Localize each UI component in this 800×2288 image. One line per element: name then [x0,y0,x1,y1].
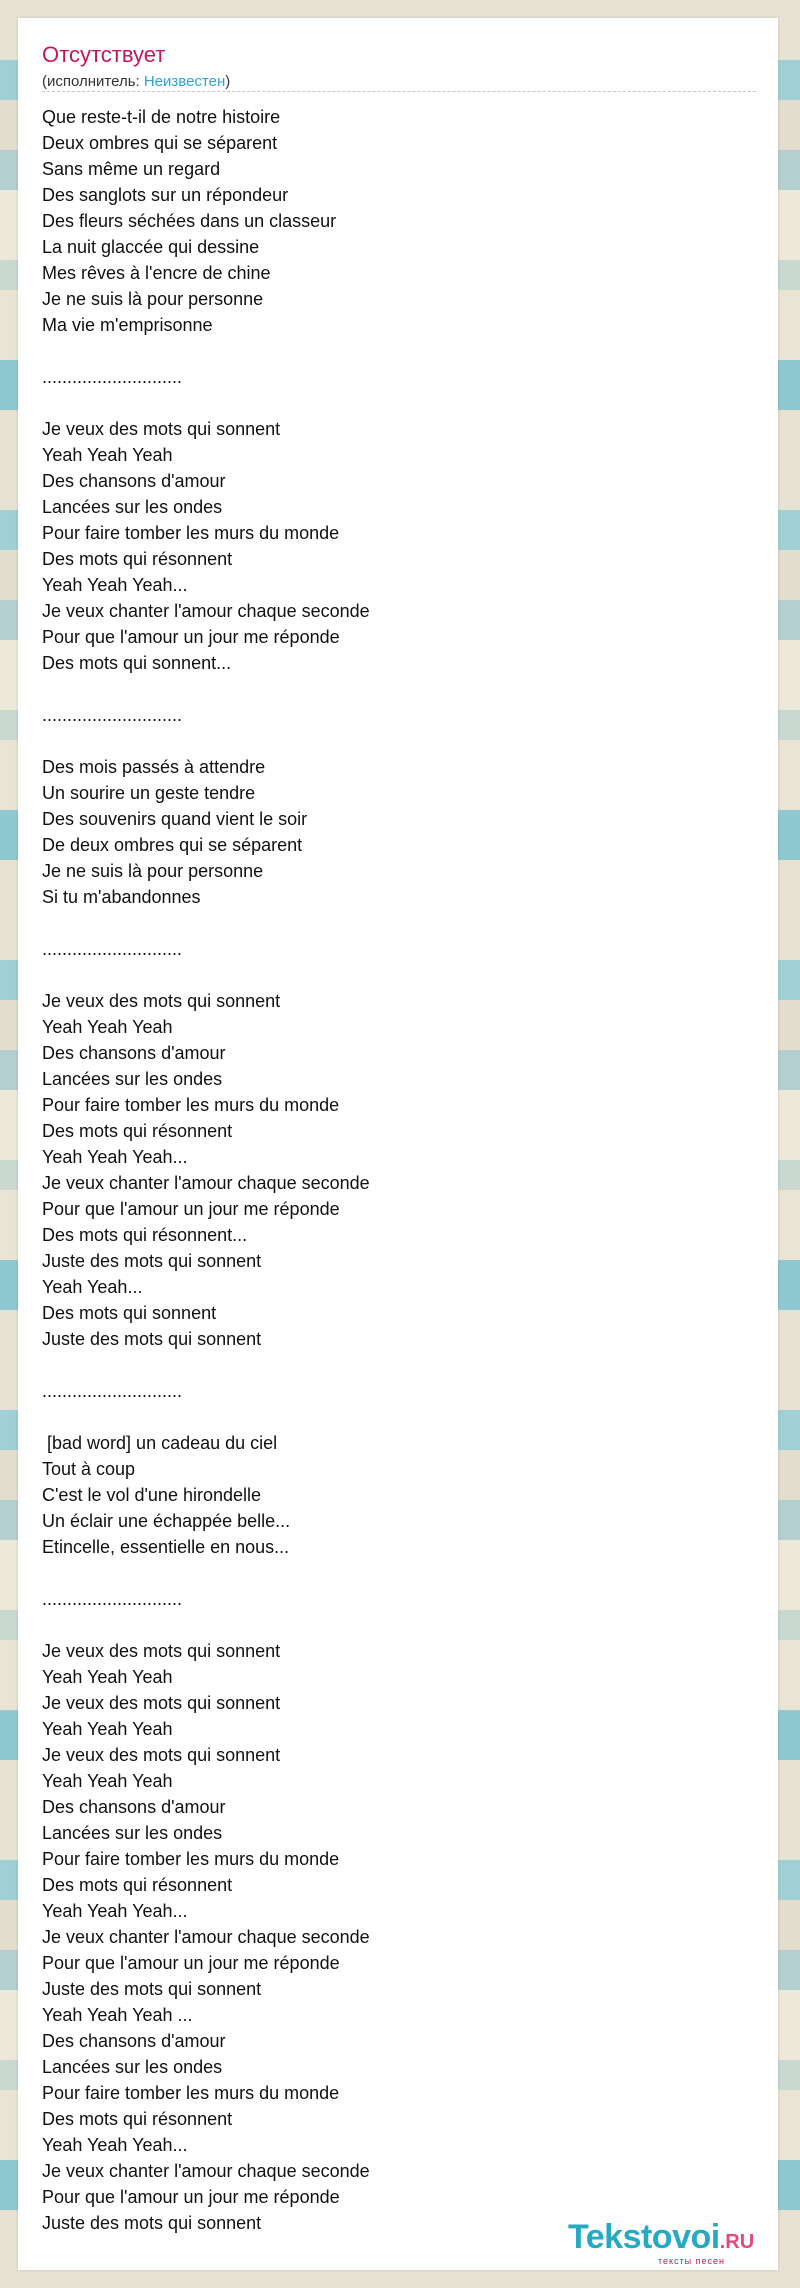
lyric-line [42,962,742,988]
lyric-line [42,910,742,936]
site-logo[interactable] [568,2218,778,2266]
lyric-line: Juste des mots qui sonnent [42,1329,262,1349]
lyric-line: Pour faire tomber les murs du monde [42,2083,340,2103]
lyric-line [42,1352,742,1378]
lyric-line: Yeah Yeah Yeah... [42,1147,188,1167]
lyric-line: Des chansons d'amour [42,471,226,491]
lyric-line: Tout à coup [42,1459,136,1479]
lyric-line: Juste des mots qui sonnent [42,2213,262,2233]
lyric-line: Yeah Yeah Yeah [42,1017,173,1037]
lyric-line: Des fleurs séchées dans un classeur [42,211,337,231]
lyric-line: ............................ [42,939,183,959]
lyric-line: Je veux des mots qui sonnent [42,1693,281,1713]
lyric-line: Yeah Yeah Yeah [42,1719,173,1739]
lyric-line [42,728,742,754]
lyric-line: Des chansons d'amour [42,1043,226,1063]
lyric-line: Yeah Yeah Yeah [42,1667,173,1687]
lyric-line: Des chansons d'amour [42,1797,226,1817]
title-divider [42,91,756,92]
lyric-line: Juste des mots qui sonnent [42,1251,262,1271]
lyric-line: Pour que l'amour un jour me réponde [42,1199,340,1219]
lyric-line: Pour faire tomber les murs du monde [42,1095,340,1115]
lyric-line: De deux ombres qui se séparent [42,835,303,855]
lyric-line: Ma vie m'emprisonne [42,315,213,335]
artist-link[interactable]: Неизвестен [143,73,226,90]
lyric-line: Pour que l'amour un jour me réponde [42,627,340,647]
lyric-line: Yeah Yeah Yeah ... [42,2005,193,2025]
lyrics-body [42,104,742,2236]
lyric-line: Pour faire tomber les murs du monde [42,1849,340,1869]
lyric-line: Des sanglots sur un répondeur [42,185,289,205]
lyric-line [42,1560,742,1586]
lyric-line: Je ne suis là pour personne [42,289,264,309]
lyric-line: Yeah Yeah Yeah [42,445,173,465]
song-title: Отсутствует [42,42,166,67]
lyric-line: Deux ombres qui se séparent [42,133,278,153]
lyric-line: Yeah Yeah Yeah... [42,1901,188,1921]
lyric-line [42,390,742,416]
lyric-line: C'est le vol d'une hirondelle [42,1485,262,1505]
lyric-line: Je veux chanter l'amour chaque seconde [42,2161,370,2181]
lyric-line: Des mots qui résonnent [42,549,233,569]
lyric-line: Juste des mots qui sonnent [42,1979,262,1999]
lyric-line: Que reste-t-il de notre histoire [42,107,281,127]
lyric-line: Yeah Yeah Yeah... [42,2135,188,2155]
lyric-line: Des souvenirs quand vient le soir [42,809,308,829]
logo-tld: .RU [719,2231,755,2253]
lyric-line: Etincelle, essentielle en nous... [42,1537,290,1557]
lyric-line: Pour que l'amour un jour me réponde [42,1953,340,1973]
lyric-line: Je veux des mots qui sonnent [42,991,281,1011]
lyric-line: Je veux chanter l'amour chaque seconde [42,601,370,621]
lyric-line: Lancées sur les ondes [42,497,223,517]
lyric-line: Lancées sur les ondes [42,1069,223,1089]
lyric-line: Des chansons d'amour [42,2031,226,2051]
lyric-line: Yeah Yeah Yeah [42,1771,173,1791]
lyric-line: [bad word] un cadeau du ciel [42,1433,278,1453]
lyric-line: Pour que l'amour un jour me réponde [42,2187,340,2207]
lyric-line: Je veux des mots qui sonnent [42,1641,281,1661]
lyric-line [42,1404,742,1430]
lyric-line: ............................ [42,705,183,725]
lyric-line: Yeah Yeah Yeah... [42,575,188,595]
artist-prefix: (исполнитель: [42,73,144,90]
lyric-line: Je veux chanter l'amour chaque seconde [42,1927,370,1947]
lyric-line: Des mots qui sonnent... [42,653,232,673]
lyric-line: Lancées sur les ondes [42,2057,223,2077]
lyric-line: Lancées sur les ondes [42,1823,223,1843]
lyric-line [42,676,742,702]
lyric-line: ............................ [42,367,183,387]
lyric-line: ............................ [42,1589,183,1609]
logo-tagline: тексты песен [658,2256,726,2266]
lyric-line: La nuit glaccée qui dessine [42,237,260,257]
lyric-line: Je veux chanter l'amour chaque seconde [42,1173,370,1193]
lyric-line: Je veux des mots qui sonnent [42,419,281,439]
lyric-line: Des mots qui résonnent [42,1121,233,1141]
lyric-line: Si tu m'abandonnes [42,887,201,907]
artist-line [42,73,230,90]
lyric-line [42,1612,742,1638]
artist-suffix: ) [225,73,231,90]
logo-name: Tekstovoi [568,2218,720,2256]
lyric-line: Un éclair une échappée belle... [42,1511,291,1531]
lyric-line: Des mots qui résonnent [42,2109,233,2129]
lyric-line: Yeah Yeah... [42,1277,143,1297]
lyric-line: Des mois passés à attendre [42,757,266,777]
lyric-line: Pour faire tomber les murs du monde [42,523,340,543]
lyric-line: Des mots qui résonnent... [42,1225,248,1245]
lyric-line: Un sourire un geste tendre [42,783,256,803]
lyric-line: Des mots qui résonnent [42,1875,233,1895]
lyric-line: Des mots qui sonnent [42,1303,217,1323]
lyric-line: Mes rêves à l'encre de chine [42,263,271,283]
lyric-line: Sans même un regard [42,159,221,179]
lyric-line [42,338,742,364]
lyric-line: ............................ [42,1381,183,1401]
lyric-line: Je veux des mots qui sonnent [42,1745,281,1765]
lyric-line: Je ne suis là pour personne [42,861,264,881]
